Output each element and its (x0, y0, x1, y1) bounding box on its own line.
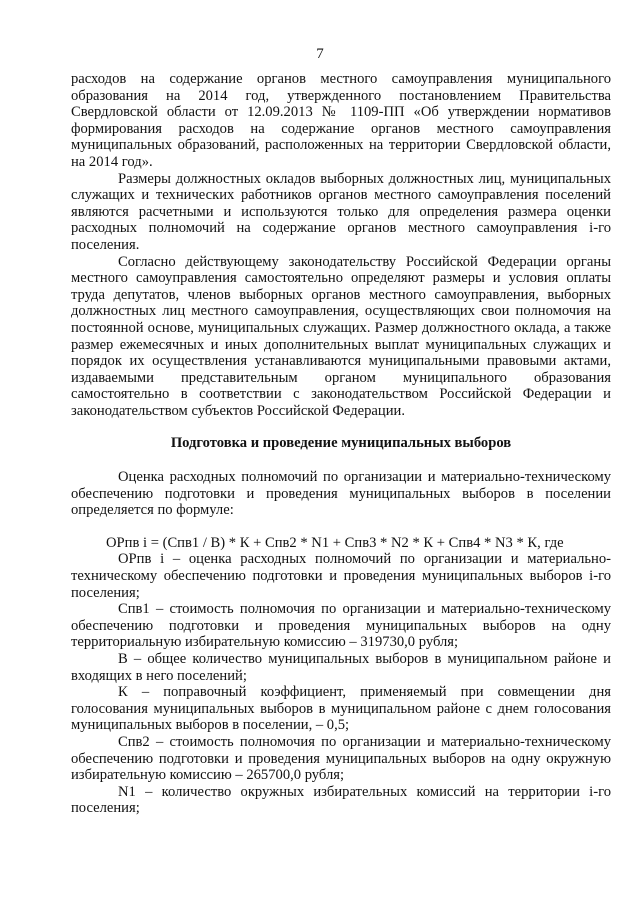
definition-orpv: ОРпв i – оценка расходных полномочий по организации и материально-техническому обеспечению подготовки и проведения муниципальных выборов i-го поселения; (71, 551, 611, 601)
definition-n1: N1 – количество окружных избирательных комиссий на территории i-го поселения; (71, 783, 611, 817)
paragraph-formula-intro: Оценка расходных полномочий по организации и материально-техническому обеспечению подготовки и проведения муниципальных выборов в поселении определяется по формуле: (71, 469, 611, 519)
document-body (71, 71, 611, 817)
page-number: 7 (316, 46, 324, 62)
formula-line: ОРпв i = (Спв1 / В) * К + Спв2 * N1 + Спв3 * N2 * К + Спв4 * N3 * К, где (106, 534, 564, 551)
paragraph-legislation: Согласно действующему законодательству Российской Федерации органы местного самоуправления самостоятельно определяют размеры и условия оплаты труда депутатов, членов выборных органов местного самоуправления, выборных должностных лиц местного самоуправления, осуществляющих свои полномочия на постоянной основе, муниципальных служащих. Размер должностного оклада, а также размер ежемесячных и иных дополнительных выплат муниципальных служащих и порядок их осуществления устанавливаются муниципальными правовыми актами, издаваемыми представительным органом муниципального образования самостоятельно в соответствии с законодательством Российской Федерации и законодательством субъектов Российской Федерации. (71, 253, 611, 419)
section-heading: Подготовка и проведение муниципальных выборов (170, 435, 512, 452)
definition-k: К – поправочный коэффициент, применяемый при совмещении дня голосования муниципальных выборов в муниципальном районе с днем голосования муниципальных выборов в поселении, – 0,5; (71, 684, 611, 734)
definition-spv1: Спв1 – стоимость полномочия по организации и материально-техническому обеспечению подготовки и проведения муниципальных выборов на одну территориальную избирательную комиссию – 319730,0 рубля; (71, 601, 611, 651)
definition-spv2: Спв2 – стоимость полномочия по организации и материально-техническому обеспечению подготовки и проведения муниципальных выборов на одну окружную избирательную комиссию – 265700,0 рубля; (71, 733, 611, 784)
paragraph-continuation: расходов на содержание органов местного самоуправления муниципального образования на 2014 год, утвержденного постановлением Правительства Свердловской области от 12.09.2013 № 1109-ПП «Об утверждении нормативов формирования расходов на содержание органов местного самоуправления муниципальных образований, расположенных на территории Свердловской области, на 2014 год». (71, 71, 611, 170)
paragraph-salary-sizes: Размеры должностных окладов выборных должностных лиц, муниципальных служащих и технических работников органов местного самоуправления поселений являются расчетными и используются только для определения размера оценки расходных полномочий на содержание органов местного самоуправления i-го поселения. (71, 170, 611, 253)
definition-v: В – общее количество муниципальных выборов в муниципальном районе и входящих в него поселений; (71, 651, 611, 684)
